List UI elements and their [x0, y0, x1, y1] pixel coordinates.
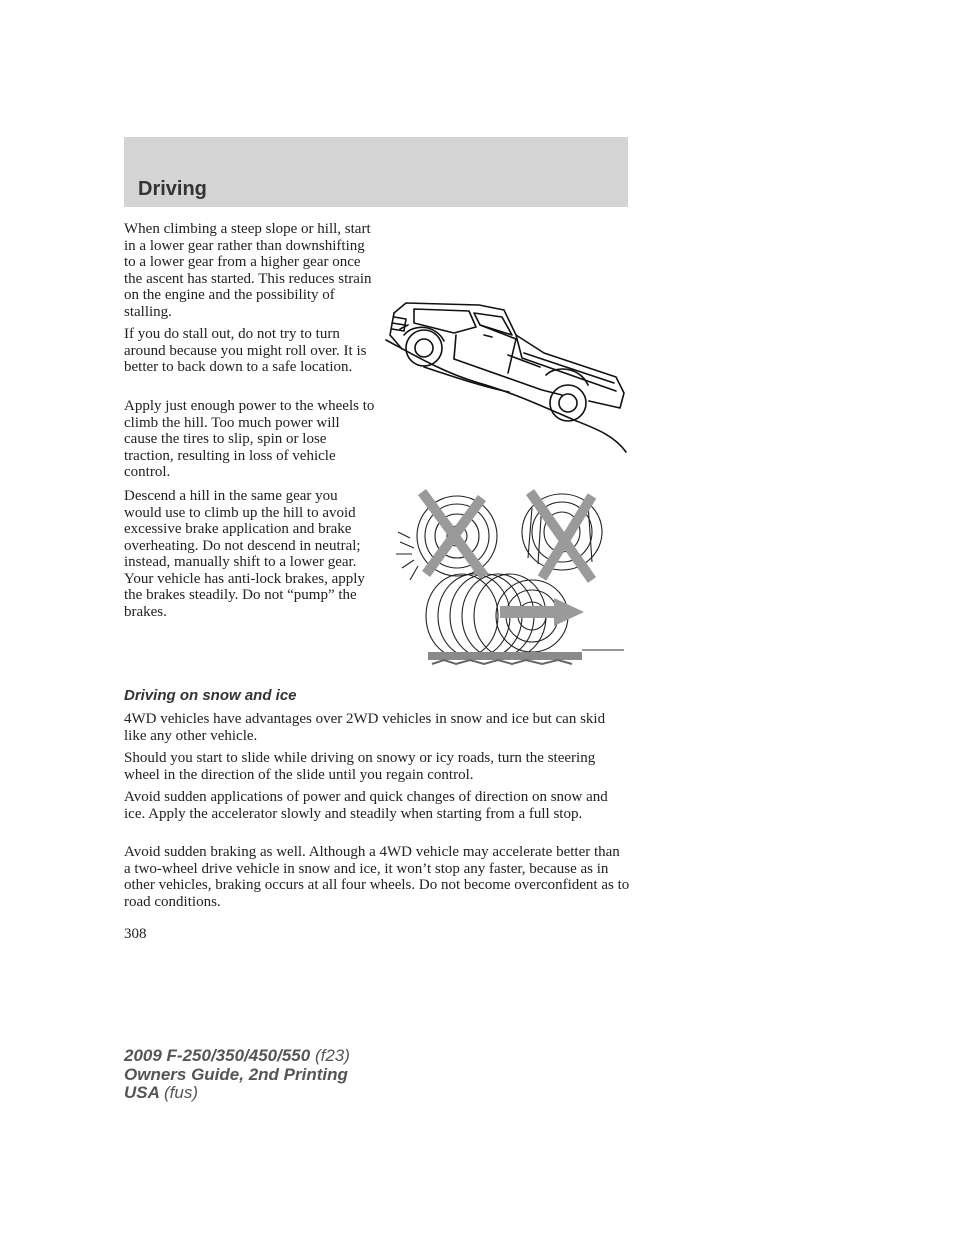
wheel-traction-illustration: [392, 488, 628, 674]
document-footer: [124, 1047, 350, 1103]
paragraph-slide: Should you start to slide while driving on snowy or icy roads, turn the steering wheel in the direction of the slide until you regain control.: [124, 750, 596, 783]
footer-model-code: (f23): [314, 1046, 350, 1065]
section-title: Driving: [138, 178, 207, 200]
page-number: 308: [124, 926, 147, 942]
paragraph-stall: If you do stall out, do not try to turn around because you might roll over. It is better to back down to a safe location.: [124, 326, 367, 375]
paragraph-4wd-advantages: 4WD vehicles have advantages over 2WD vehicles in snow and ice but can skid like any other vehicle.: [124, 711, 606, 744]
footer-edition: Owners Guide, 2nd Printing: [124, 1064, 348, 1084]
footer-model: 2009 F-250/350/450/550: [124, 1046, 311, 1065]
paragraph-power: Apply just enough power to the wheels to climb the hill. Too much power will cause the tires to slip, spin or lose traction, resulting in loss of vehicle control.: [124, 398, 375, 480]
subheading-snow-ice: Driving on snow and ice: [124, 687, 297, 704]
footer-region-code: (fus): [164, 1083, 198, 1102]
paragraph-braking: Avoid sudden braking as well. Although a 4WD vehicle may accelerate better than a two-wheel drive vehicle in snow and ice, it won’t stop any faster, because as in other vehicles, braking occurs at all four wheels. Do not become overconfident as to road conditions.: [124, 844, 630, 910]
truck-on-hill-illustration: [384, 295, 630, 455]
paragraph-sudden-power: Avoid sudden applications of power and quick changes of direction on snow and ice. Apply the accelerator slowly and steadily when starting from a full stop.: [124, 789, 608, 822]
section-header-bar: [124, 137, 628, 207]
paragraph-descend: Descend a hill in the same gear you would use to climb up the hill to avoid excessive brake application and brake overheating. Do not descend in neutral; instead, manually shift to a lower gear. Your vehicle has anti-lock brakes, apply the brakes steadily. Do not “pump” the brakes.: [124, 488, 365, 620]
footer-region: USA: [124, 1083, 160, 1102]
paragraph-climbing: When climbing a steep slope or hill, start in a lower gear rather than downshifting to a lower gear from a higher gear once the ascent has started. This reduces strain on the engine and the possibility of stalling.: [124, 221, 372, 320]
